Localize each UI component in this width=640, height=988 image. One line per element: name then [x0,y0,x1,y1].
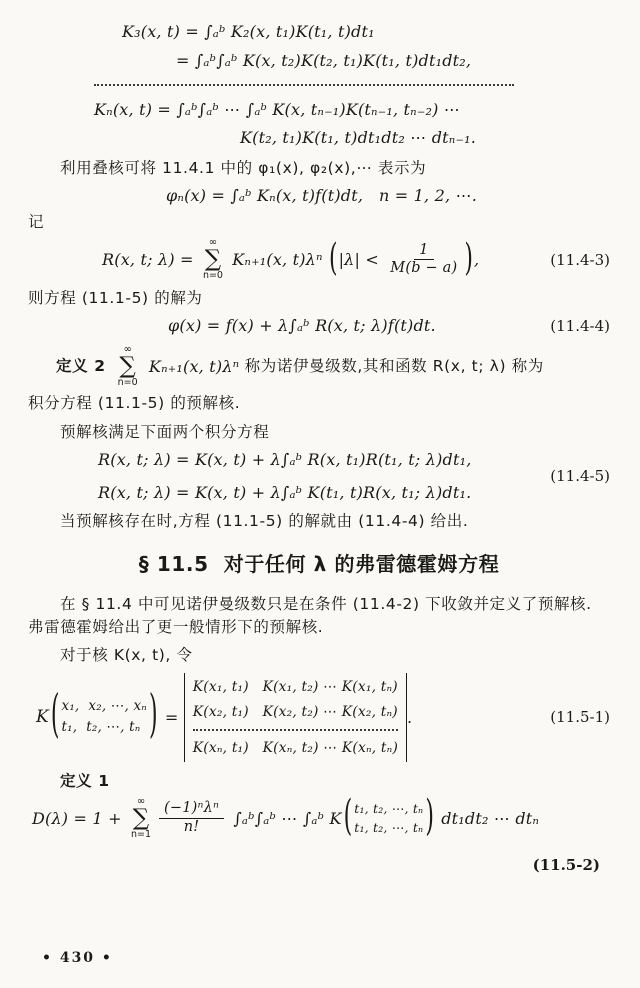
sigma-glyph: ∑ [204,246,222,273]
eq-1145-second: R(x, t; λ) = K(x, t) + λ∫ₐᵇ K(t₁, t)R(x, t₁; λ)dt₁. [98,482,472,502]
fraction [159,800,224,836]
eq-1143-condition: |λ| < [338,250,385,270]
open-paren: ( [329,237,338,281]
paragraph-solution-intro: 则方程 (11.1-5) 的解为 [28,288,203,307]
equation-11-4-4 [28,314,610,337]
equation-11-4-5 [28,448,610,503]
formula-kn-line2: K(t₂, t₁)K(t₁, t)dt₁dt₂ ⋯ dtₙ₋₁. [240,127,477,147]
formula-phi-n: φₙ(x) = ∫ₐᵇ Kₙ(x, t)f(t)dt, n = 1, 2, ⋯. [166,186,478,205]
paragraph-resolvent-satisfies: 预解核满足下面两个积分方程 [60,423,270,442]
eq-1152-lhs: D(λ) = 1 + [32,808,127,828]
eq-1143-lhs: R(x, t; λ) = [102,250,199,270]
paragraph-existence: 当预解核存在时,方程 (11.1-5) 的解就由 (11.4-4) 给出. [60,511,469,530]
equation-number: (11.5-2) [532,855,600,874]
equation-11-5-1 [36,673,610,762]
eq-1151-period: . [407,707,413,727]
determinant-row: K(x₂, t₁) K(x₂, t₂) ⋯ K(x₂, tₙ) [192,703,398,720]
definition-2-continued: 积分方程 (11.1-5) 的预解核. [28,393,241,412]
eq-1143-body: Kₙ₊₁(x, t)λⁿ [226,250,328,270]
matrix-row-x: x₁, x₂, ⋯, xₙ [61,698,147,715]
sigma-glyph: ∑ [119,353,136,380]
eq-1152-differentials: dt₁dt₂ ⋯ dtₙ [435,808,540,828]
definition-1-label: 定义 1 [60,771,110,790]
formula-kn-line1: Kₙ(x, t) = ∫ₐᵇ∫ₐᵇ ⋯ ∫ₐᵇ K(x, tₙ₋₁)K(tₙ₋₁, tₙ₋₂) ⋯ [94,100,461,120]
section-heading: § 11.5 对于任何 λ 的弗雷德霍姆方程 [138,552,500,576]
paragraph-fredholm-general: 弗雷德霍姆给出了更一般情形下的预解核. [28,618,324,637]
open-paren: ( [50,686,60,746]
matrix-argument [62,696,147,738]
eq-1143-comma: , [473,250,480,270]
fraction-numerator: (−1)ⁿλⁿ [159,800,224,818]
close-paren: ) [464,237,473,281]
equation-number: (11.5-1) [550,708,610,727]
matrix-row-t-upper: t₁, t₂, ⋯, tₙ [354,800,424,816]
kernel-symbol: K [329,808,342,828]
sum-upper-limit: ∞ [123,344,132,356]
eq-1152-number-row [28,856,610,874]
determinant-row: K(xₙ, t₁) K(xₙ, t₂) ⋯ K(xₙ, tₙ) [192,739,399,756]
matrix-row-t: t₁, t₂, ⋯, tₙ [61,719,141,736]
paragraph-iterated-kernels: 利用叠核可将 11.4.1 中的 φ₁(x), φ₂(x),⋯ 表示为 [60,158,427,177]
definition-2-label: 定义 2 [56,357,106,375]
equation-number: (11.4-5) [550,467,610,486]
sum-upper-limit: ∞ [136,796,146,807]
equation-11-5-2 [32,793,610,842]
definition-2-text: 称为诺伊曼级数,其和函数 R(x, t; λ) 称为 [244,357,544,375]
sum-lower-limit: n=0 [117,377,138,389]
fraction-denominator: M(b − a) [390,260,458,277]
close-paren: ) [425,793,434,842]
page-number: • 430 • [42,950,113,966]
sum-symbol [118,345,138,388]
eq-1152-integrals: ∫ₐᵇ∫ₐᵇ ⋯ ∫ₐᵇ [228,808,330,828]
open-paren: ( [343,793,353,842]
eq-1144-formula: φ(x) = f(x) + λ∫ₐᵇ R(x, t; λ)f(t)dt. [168,316,436,336]
fraction-numerator: 1 [414,242,433,260]
determinant-row: K(x₁, t₁) K(x₁, t₂) ⋯ K(x₁, tₙ) [192,678,398,695]
sum-upper-limit: ∞ [208,237,218,249]
formula-k3-step1: K₃(x, t) = ∫ₐᵇ K₂(x, t₁)K(t₁, t)dt₁ [122,22,375,41]
sum-symbol [203,238,223,281]
sum-symbol [131,797,151,840]
definition-2-series: Kₙ₊₁(x, t)λⁿ [143,357,245,377]
paragraph-ji: 记 [28,213,45,232]
sum-lower-limit: n=0 [202,270,223,282]
equals-sign: = [159,707,184,727]
paragraph-for-kernel: 对于核 K(x, t), 令 [60,645,193,664]
determinant-ellipsis-row [193,729,398,731]
equation-11-4-3 [102,238,610,281]
determinant [184,673,407,762]
definition-2 [56,345,610,388]
kernel-symbol: K [36,706,49,727]
sigma-glyph: ∑ [132,805,150,831]
fraction-denominator: n! [183,818,200,835]
paragraph-neumann-condition: 在 § 11.4 中可见诺伊曼级数只是在条件 (11.4-2) 下收敛并定义了预解核. [60,595,592,613]
ellipsis-divider [94,84,514,86]
sum-lower-limit: n=1 [131,829,152,840]
eq-1145-first: R(x, t; λ) = K(x, t) + λ∫ₐᵇ R(x, t₁)R(t₁, t; λ)dt₁, [98,450,472,470]
equation-number: (11.4-4) [550,316,610,335]
matrix-argument [354,799,423,838]
matrix-row-t-lower: t₁, t₂, ⋯, tₙ [354,820,424,836]
formula-k3-step2: = ∫ₐᵇ∫ₐᵇ K(x, t₂)K(t₂, t₁)K(t₁, t)dt₁dt₂, [176,51,472,71]
equation-number: (11.4-3) [550,250,610,269]
close-paren: ) [148,686,158,746]
fraction [388,242,459,278]
